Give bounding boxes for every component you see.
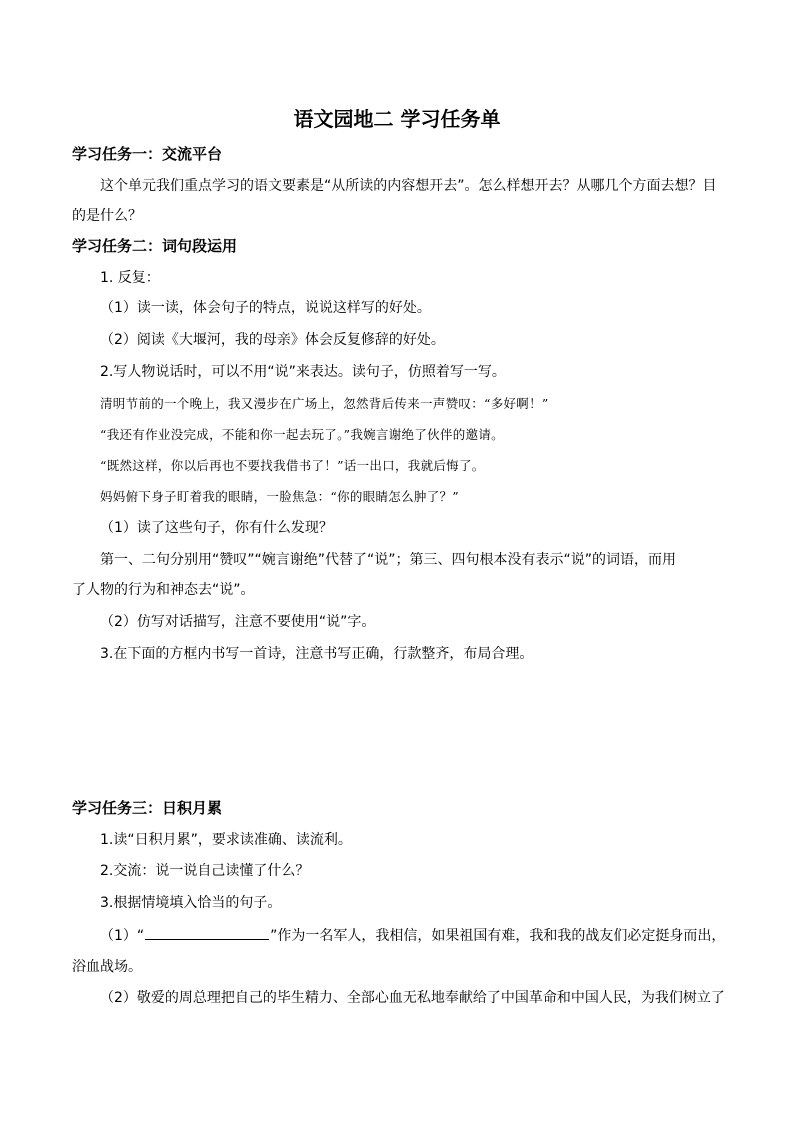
task2-heading: 学习任务二：词句段运用 [72, 237, 238, 255]
task2-item3: 3.在下面的方框内书写一首诗，注意书写正确，行款整齐，布局合理。 [100, 646, 534, 662]
task2-item2: 2.写人物说话时，可以不用“说”来表达。读句子，仿照着写一写。 [100, 364, 506, 380]
task2-answer-line1: 第一、二句分别用“赞叹”“婉言谢绝”代替了“说”；第三、四句根本没有表示“说”的词语，而用 [100, 552, 677, 568]
task2-item1: 1. 反复： [100, 270, 160, 286]
task3-item2: 2.交流：说一说自己读懂了什么？ [100, 863, 310, 879]
example-sentence: 清明节前的一个晚上，我又漫步在广场上，忽然背后传来一声赞叹：“多好啊！” [100, 396, 549, 411]
example-sentence: “我还有作业没完成，不能和你一起去玩了。”我婉言谢绝了伙伴的邀请。 [100, 427, 504, 442]
task2-question2: （2）仿写对话描写，注意不要使用“说”字。 [100, 614, 376, 630]
task2-answer-line2: 了人物的行为和神态去“说”。 [72, 582, 255, 598]
fill1-suffix: ”作为一名军人，我相信，如果祖国有难，我和我的战友们必定挺身而出， [270, 928, 726, 944]
task2-item1-sub1: （1）读一读，体会句子的特点，说说这样写的好处。 [100, 300, 431, 316]
task1-paragraph-line1: 这个单元我们重点学习的语文要素是“从所读的内容想开去”。怎么样想开去？从哪几个方面去想？目 [100, 178, 717, 194]
task1-heading: 学习任务一：交流平台 [72, 145, 223, 163]
fill-in-sentence-1-line2: 浴血战场。 [72, 959, 142, 975]
task3-heading: 学习任务三：日积月累 [72, 799, 223, 817]
task1-paragraph-line2: 的是什么？ [72, 208, 142, 224]
fill-in-sentence-2: （2）敬爱的周总理把自己的毕生精力、全部心血无私地奉献给了中国革命和中国人民，为我们树立了 [100, 990, 725, 1006]
example-sentence: “既然这样，你以后再也不要找我借书了！”话一出口，我就后悔了。 [100, 458, 485, 473]
task3-item1: 1.读“日积月累”，要求读准确、读流利。 [100, 832, 352, 848]
task2-item1-sub2: （2）阅读《大堰河，我的母亲》体会反复修辞的好处。 [100, 332, 445, 348]
page-title: 语文园地二 学习任务单 [293, 107, 501, 131]
fill1-prefix: （1）“ [100, 928, 145, 944]
task3-item3: 3.根据情境填入恰当的句子。 [100, 895, 282, 911]
example-sentence: 妈妈俯下身子盯着我的眼睛，一脸焦急：“你的眼睛怎么肿了？” [100, 489, 459, 504]
fill-in-blank[interactable] [145, 925, 269, 940]
task2-question1: （1）读了这些句子，你有什么发现？ [100, 520, 333, 536]
fill-in-sentence-1 [100, 925, 725, 946]
